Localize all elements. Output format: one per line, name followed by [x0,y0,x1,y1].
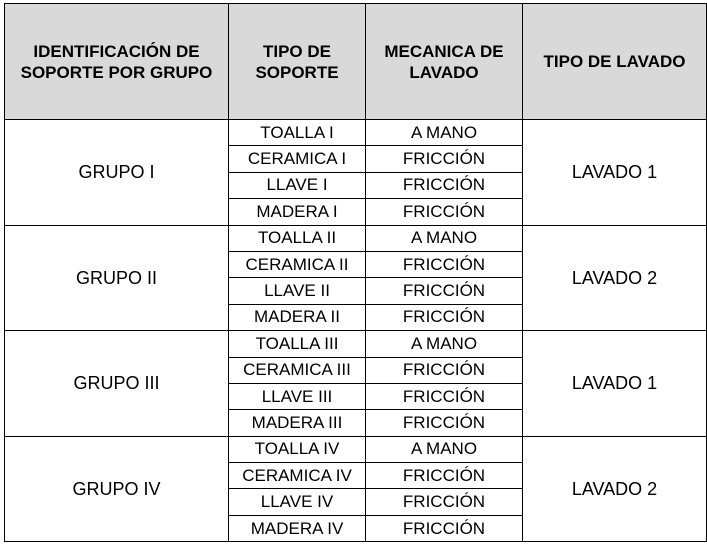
header-row [5,4,707,120]
group-name-cell: GRUPO I [5,120,229,226]
support-type-cell: MADERA I [229,199,366,225]
wash-type-cell: LAVADO 2 [523,436,707,542]
wash-mechanic-cell: FRICCIÓN [366,383,523,409]
wash-mechanic-cell: FRICCIÓN [366,410,523,436]
support-type-cell: CERAMICA III [229,357,366,383]
support-type-cell: TOALLA II [229,225,366,251]
wash-mechanic-cell: FRICCIÓN [366,463,523,489]
wash-type-cell: LAVADO 1 [523,331,707,437]
support-type-cell: LLAVE III [229,383,366,409]
wash-mechanic-cell: A MANO [366,331,523,357]
support-type-cell: LLAVE II [229,278,366,304]
support-type-cell: CERAMICA IV [229,463,366,489]
table-header [5,4,707,120]
wash-mechanic-cell: FRICCIÓN [366,172,523,198]
support-group-table [4,3,707,542]
table-row [5,436,707,462]
header-support-type: TIPO DE SOPORTE [229,4,366,120]
wash-mechanic-cell: FRICCIÓN [366,199,523,225]
support-type-cell: MADERA IV [229,515,366,541]
header-group-id: IDENTIFICACIÓN DE SOPORTE POR GRUPO [5,4,229,120]
wash-type-cell: LAVADO 2 [523,225,707,331]
wash-mechanic-cell: A MANO [366,225,523,251]
support-type-cell: MADERA III [229,410,366,436]
group-name-cell: GRUPO II [5,225,229,331]
support-type-cell: LLAVE I [229,172,366,198]
wash-mechanic-cell: FRICCIÓN [366,278,523,304]
support-type-cell: TOALLA I [229,120,366,146]
support-type-cell: TOALLA III [229,331,366,357]
wash-mechanic-cell: FRICCIÓN [366,489,523,515]
table-row [5,120,707,146]
support-type-cell: LLAVE IV [229,489,366,515]
support-type-cell: MADERA II [229,304,366,330]
wash-mechanic-cell: FRICCIÓN [366,146,523,172]
group-name-cell: GRUPO IV [5,436,229,542]
table-row [5,225,707,251]
wash-mechanic-cell: FRICCIÓN [366,251,523,277]
wash-mechanic-cell: FRICCIÓN [366,357,523,383]
header-wash-type: TIPO DE LAVADO [523,4,707,120]
wash-type-cell: LAVADO 1 [523,120,707,226]
wash-mechanic-cell: FRICCIÓN [366,304,523,330]
table-body [5,120,707,542]
wash-mechanic-cell: A MANO [366,120,523,146]
header-wash-mechanic: MECANICA DE LAVADO [366,4,523,120]
wash-mechanic-cell: FRICCIÓN [366,515,523,541]
wash-mechanic-cell: A MANO [366,436,523,462]
support-type-cell: CERAMICA II [229,251,366,277]
group-name-cell: GRUPO III [5,331,229,437]
support-type-cell: TOALLA IV [229,436,366,462]
support-type-cell: CERAMICA I [229,146,366,172]
table-row [5,331,707,357]
